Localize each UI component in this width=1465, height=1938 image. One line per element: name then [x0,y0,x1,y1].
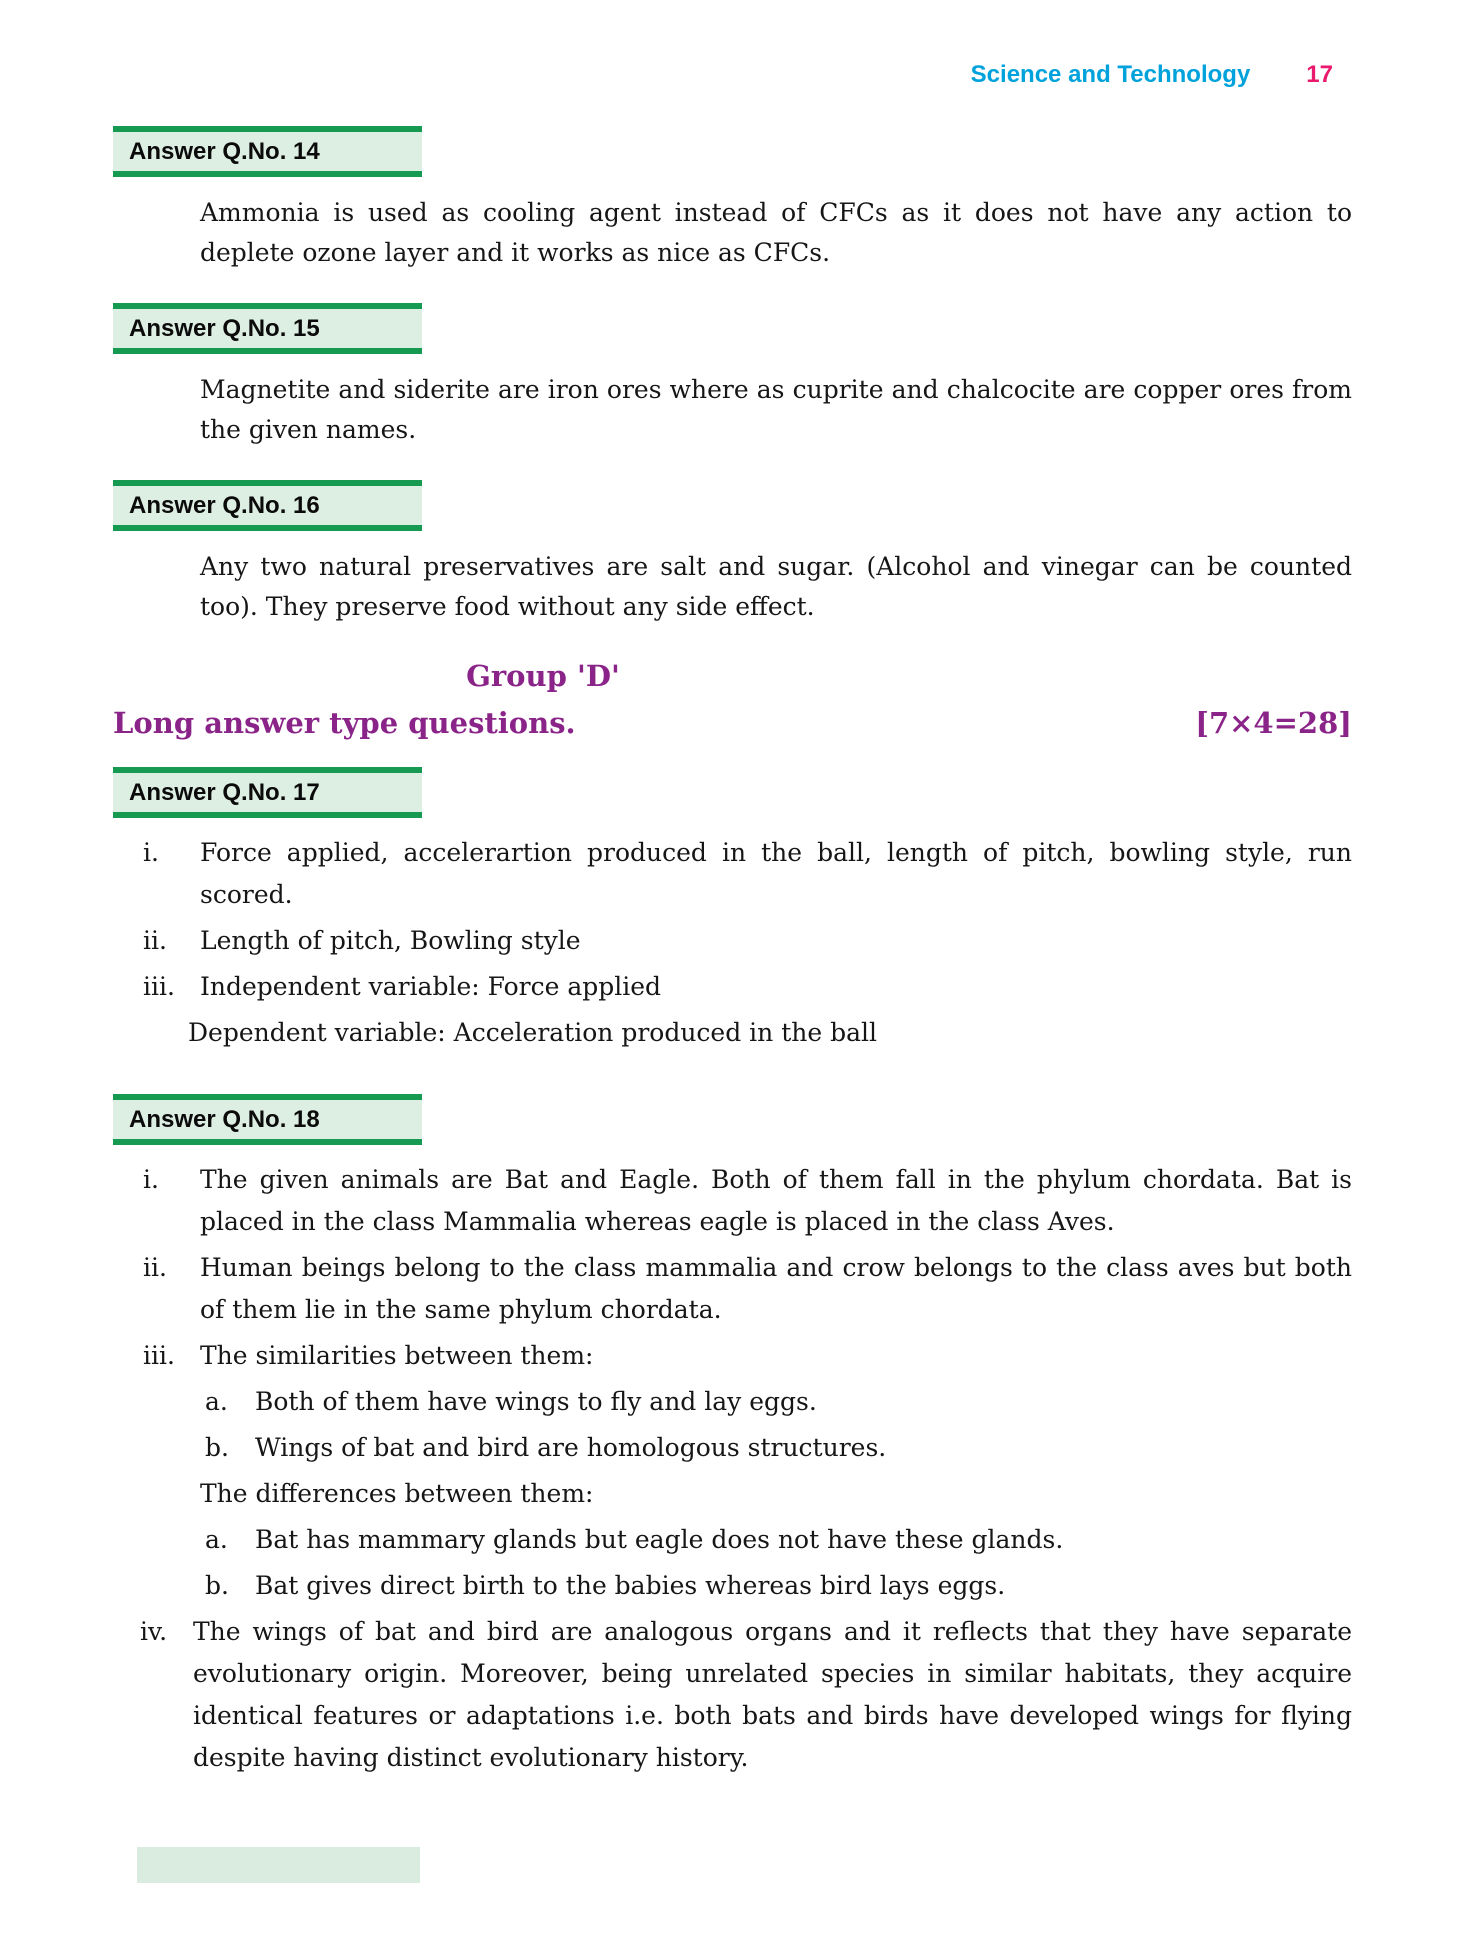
answer-q18-label: Answer Q.No. 18 [129,1106,320,1133]
partial-answer-box [137,1847,420,1883]
list-text: The given animals are Bat and Eagle. Both of them fall in the phylum chordata. Bat is placed in the class Mammalia whereas eagle is placed in the class Aves. [200,1165,1352,1236]
list-marker: i. [143,1165,159,1194]
marks-allocation: [7×4=28] [1195,706,1352,740]
answer-q15-heading [113,303,422,354]
list-item [113,1335,1352,1377]
list-text: The wings of bat and bird are analogous organs and it reflects that they have separate evolutionary origin. Moreover, being unrelated species in similar habitats, they acquire identical features or adaptations i.e. both bats and birds have developed wings for flying despite having distinct evolutionary history. [193,1617,1352,1772]
list-text: Dependent variable: Acceleration produced in the ball [188,1018,878,1047]
list-marker: ii. [143,926,167,955]
list-marker: iii. [143,1341,175,1370]
list-plain-line [200,1473,1352,1515]
list-text: Bat has mammary glands but eagle does not have these glands. [255,1525,1064,1554]
list-subitem [113,1519,1352,1561]
section-subtitle-row [113,703,1352,743]
list-text: The similarities between them: [200,1341,594,1370]
list-marker: a. [205,1387,228,1416]
list-marker: iv. [140,1617,168,1646]
answer-q16-label: Answer Q.No. 16 [129,492,320,519]
section-subtitle: Long answer type questions. [113,706,576,740]
answer-q15-label: Answer Q.No. 15 [129,315,320,342]
answer-q15-text: Magnetite and siderite are iron ores where as cuprite and chalcocite are copper ores from the given names. [200,375,1352,444]
answer-q17-heading [113,767,422,818]
answer-q17-label: Answer Q.No. 17 [129,779,320,806]
list-marker: i. [143,838,159,867]
answer-q14-text: Ammonia is used as cooling agent instead of CFCs as it does not have any action to deplete ozone layer and it works as nice as CFCs. [200,198,1352,267]
answer-q16-text: Any two natural preservatives are salt and sugar. (Alcohol and vinegar can be counted too). They preserve food without any side effect. [200,552,1352,621]
list-text: Independent variable: Force applied [200,972,662,1001]
list-subitem [113,1565,1352,1607]
list-item [113,920,1352,962]
list-marker: iii. [143,972,175,1001]
answer-q14-label: Answer Q.No. 14 [129,138,320,165]
list-text: Wings of bat and bird are homologous structures. [255,1433,887,1462]
list-marker: b. [205,1433,229,1462]
list-marker: ii. [143,1253,167,1282]
list-text: Human beings belong to the class mammalia and crow belongs to the class aves but both of them lie in the same phylum chordata. [200,1253,1352,1324]
list-text: Bat gives direct birth to the babies whereas bird lays eggs. [255,1571,1006,1600]
answer-q14-heading [113,126,422,177]
answer-q18-list [113,1159,1352,1779]
list-marker: a. [205,1525,228,1554]
chapter-title: Science and Technology [970,61,1251,88]
page-number: 17 [1306,61,1333,88]
answer-q17-list [113,832,1352,1054]
list-subitem [113,1427,1352,1469]
page-content [113,112,1352,1783]
page-header [0,60,1333,90]
answer-q18-heading [113,1094,422,1145]
list-item [113,1611,1352,1779]
list-subitem [113,1381,1352,1423]
list-text: Both of them have wings to fly and lay eggs. [255,1387,817,1416]
group-heading: Group 'D' [466,659,620,693]
list-item-continuation [188,1012,1352,1054]
list-item [113,1159,1352,1243]
list-item [113,1247,1352,1331]
answer-q16-heading [113,480,422,531]
list-marker: b. [205,1571,229,1600]
list-text: Length of pitch, Bowling style [200,926,581,955]
list-text: Force applied, accelerartion produced in the ball, length of pitch, bowling style, run scored. [200,838,1352,909]
list-text: The differences between them: [200,1479,594,1508]
list-item [113,966,1352,1008]
list-item [113,832,1352,916]
